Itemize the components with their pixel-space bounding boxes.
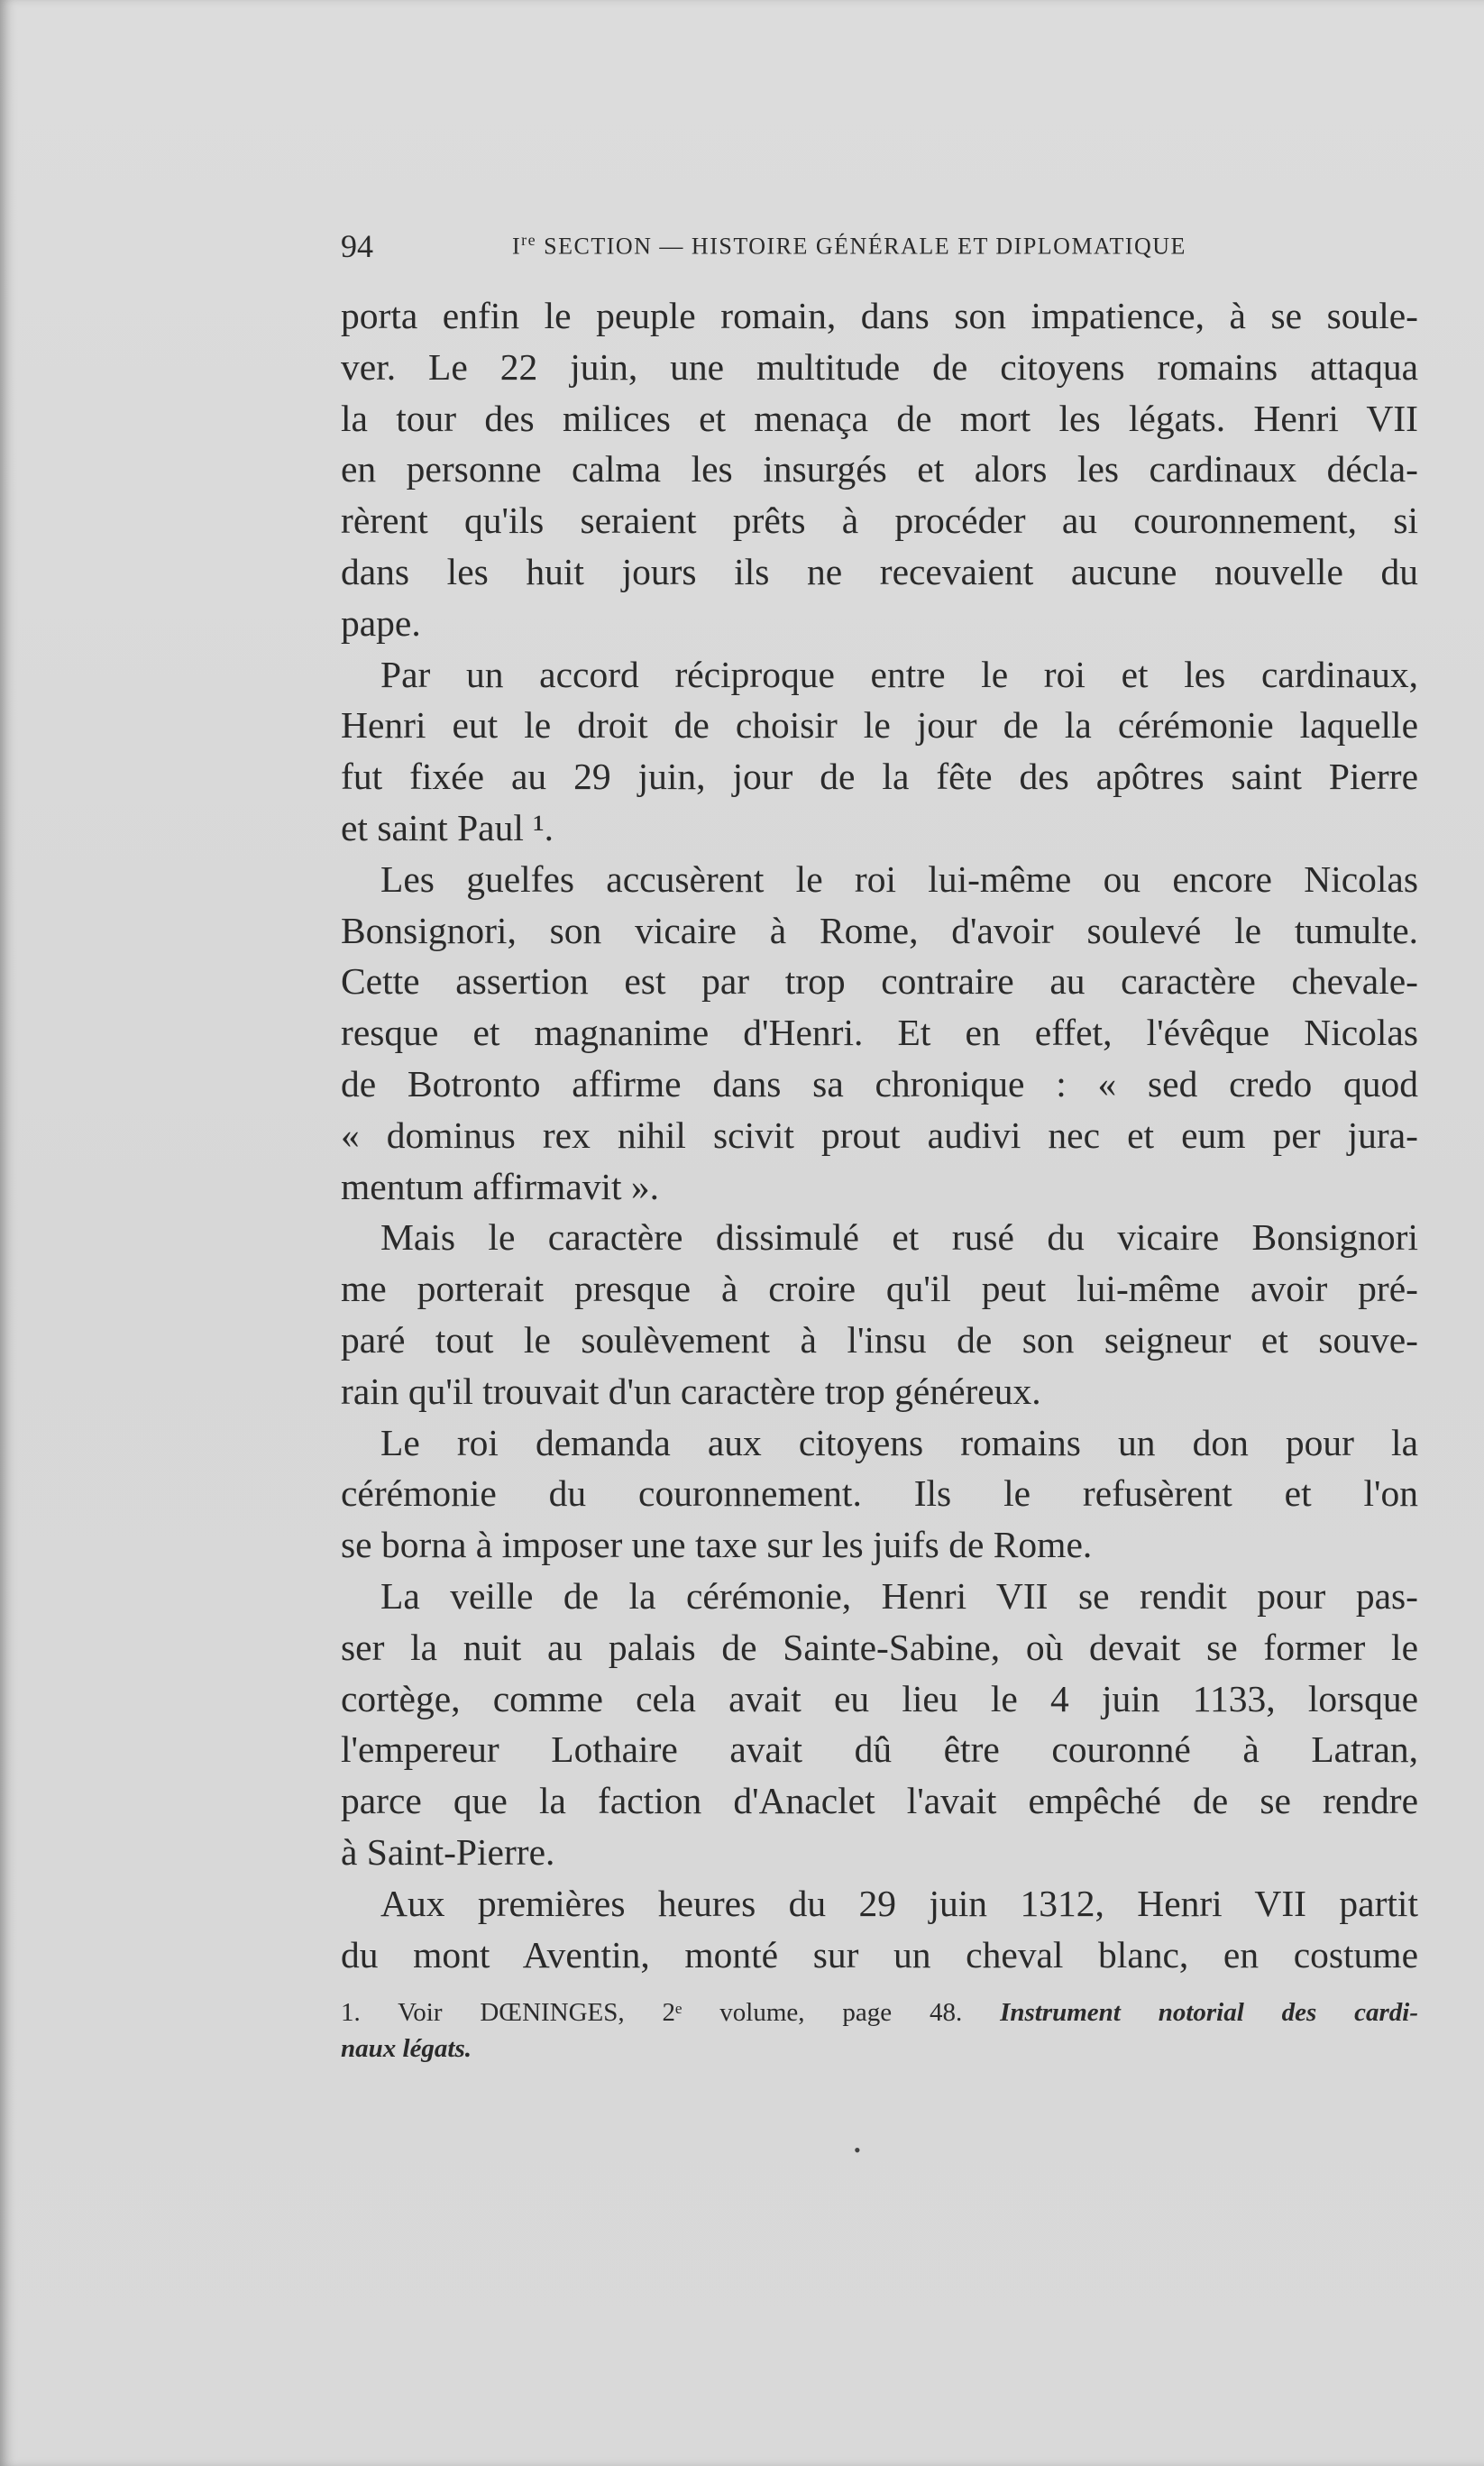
text-line: mentum affirmavit ». [341,1165,660,1207]
text-line: porta enfin le peuple romain, dans son impatience, à se soule- [341,295,1418,336]
text-line: resque et magnanime d'Henri. Et en effet, l'évêque Nicolas [341,1012,1418,1054]
section-heading [512,231,1186,261]
text-line: fut fixée au 29 juin, jour de la fête des apôtres saint Pierre [341,756,1418,798]
footnote-line [341,2031,1418,2067]
text-line: Par un accord réciproque entre le roi et les cardinaux, [380,653,1418,695]
text-line: en personne calma les insurgés et alors les cardinaux décla- [341,448,1418,490]
text-line: cortège, comme cela avait eu lieu le 4 juin 1133, lorsque [341,1677,1418,1719]
page-number: 94 [341,228,373,264]
section-number-suffix: re [521,231,537,249]
text-line: rèrent qu'ils seraient prêts à procéder au couronnement, si [341,500,1418,542]
text-line: me porterait presque à croire qu'il peut lui-même avoir pré- [341,1268,1418,1310]
text-line: pape. [341,601,421,644]
body-text [341,290,1418,1980]
footnote-number: 1. [341,1998,361,2027]
footnote-title-continued: naux légats. [341,2034,472,2063]
text-line: la tour des milices et menaça de mort les légats. Henri VII [341,397,1418,439]
footnote-title: Instrument notorial des cardi- [1000,1998,1419,2027]
printer-mark: • [854,2139,861,2161]
text-line: Aux premières heures du 29 juin 1312, Henri VII partit [380,1882,1418,1924]
text-line: Henri eut le droit de choisir le jour de la cérémonie laquelle [341,704,1418,747]
section-title: SECTION — HISTOIRE GÉNÉRALE ET DIPLOMATIQUE [544,233,1186,260]
text-line: Cette assertion est par trop contraire au caractère chevale- [341,960,1418,1003]
text-line: rain qu'il trouvait d'un caractère trop généreux. [341,1370,1041,1412]
footnote-line [341,1994,1418,2031]
text-line: à Saint-Pierre. [341,1830,555,1873]
text-line: Mais le caractère dissimulé et rusé du vicaire Bonsignori [380,1216,1418,1259]
text-line: ser la nuit au palais de Sainte-Sabine, où devait se former le [341,1626,1418,1668]
footnote-author: Voir DŒNINGES, [398,1998,625,2027]
text-line: La veille de la cérémonie, Henri VII se rendit pour pas- [380,1574,1418,1617]
footnote [341,1994,1418,2067]
text-line: et saint Paul ¹. [341,806,554,848]
text-line: Bonsignori, son vicaire à Rome, d'avoir soulevé le tumulte. [341,909,1418,951]
text-line: Les guelfes accusèrent le roi lui-même ou encore Nicolas [380,857,1418,900]
footnote-reference: 2ᵉ volume, page 48. [662,1998,963,2027]
running-head [341,227,1423,263]
text-line: Le roi demanda aux citoyens romains un don pour la [380,1421,1418,1463]
text-line: se borna à imposer une taxe sur les juifs de Rome. [341,1524,1093,1566]
text-line: de Botronto affirme dans sa chronique : « sed credo quod [341,1062,1418,1105]
text-line: ver. Le 22 juin, une multitude de citoyens romains attaqua [341,345,1418,388]
text-line: paré tout le soulèvement à l'insu de son seigneur et souve- [341,1318,1418,1361]
text-line: dans les huit jours ils ne recevaient aucune nouvelle du [341,550,1418,592]
text-line: parce que la faction d'Anaclet l'avait empêché de se rendre [341,1780,1418,1822]
text-line: l'empereur Lothaire avait dû être couronné à Latran, [341,1728,1418,1771]
section-number: I [512,233,522,260]
text-line: du mont Aventin, monté sur un cheval blanc, en costume [341,1933,1418,1976]
text-line: « dominus rex nihil scivit prout audivi nec et eum per jura- [341,1114,1418,1156]
text-line: cérémonie du couronnement. Ils le refusèrent et l'on [341,1472,1418,1515]
